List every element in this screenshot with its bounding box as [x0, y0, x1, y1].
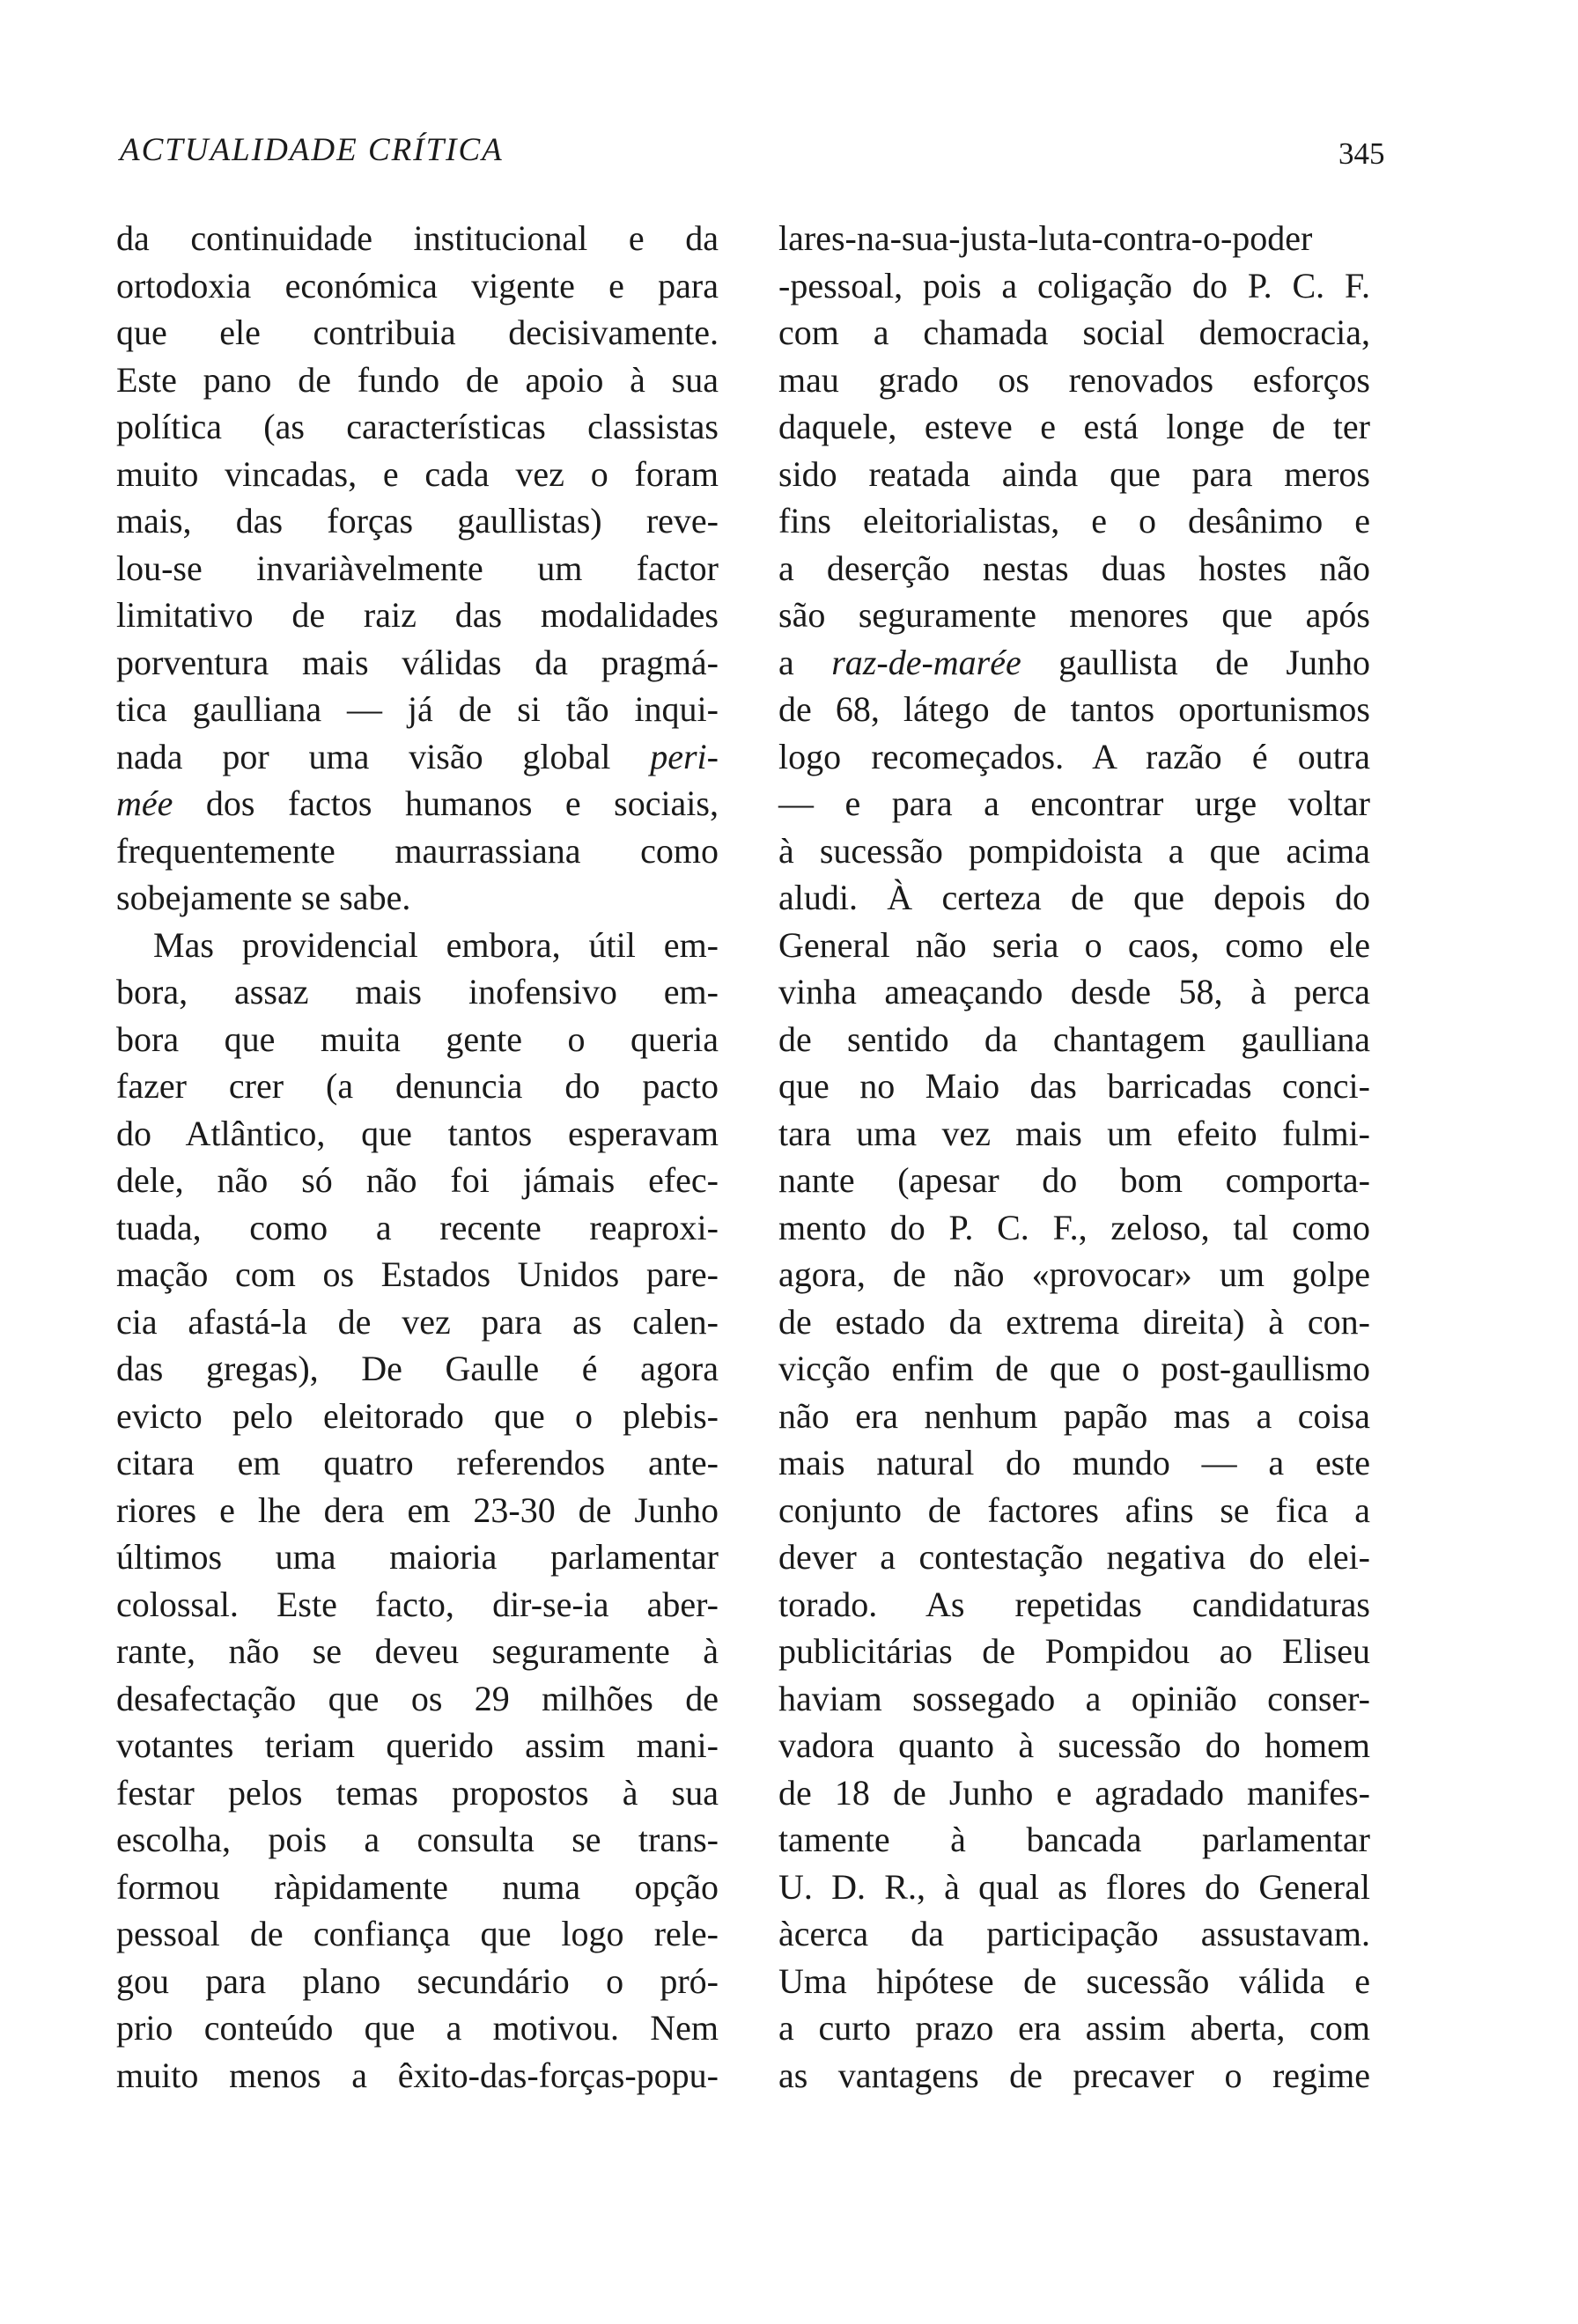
text-run: ortodoxia económica vigente e para [116, 265, 719, 305]
text-run: nada por uma visão global [116, 736, 651, 776]
page-number: 345 [1338, 136, 1385, 171]
text-line [778, 1110, 1370, 1158]
text-run: as vantagens de precaver o regime [778, 2055, 1370, 2095]
text-run: vadora quanto à sucessão do homem [778, 1725, 1370, 1765]
text-run: dele, não só não foi jámais efec- [116, 1160, 719, 1200]
text-run: limitativo de raiz das modalidades [116, 595, 719, 635]
text-line [116, 1204, 719, 1252]
text-line [116, 874, 719, 922]
text-line [778, 922, 1370, 969]
text-run: de 18 de Junho e agradado manifes- [778, 1772, 1370, 1813]
text-line [116, 1298, 719, 1346]
text-run: -pessoal, pois a coligação do P. C. F. [778, 265, 1370, 305]
text-run: que no Maio das barricadas conci- [778, 1066, 1370, 1106]
text-line [778, 403, 1370, 451]
text-line [778, 827, 1370, 875]
text-line [116, 451, 719, 498]
text-run: Uma hipótese de sucessão válida e [778, 1960, 1370, 2001]
text-run: daquele, esteve e está longe de ter [778, 407, 1370, 446]
text-run: últimos uma maioria parlamentar [116, 1537, 719, 1577]
text-line [116, 827, 719, 875]
text-run: muito menos a êxito-das-forças-popu- [116, 2055, 719, 2095]
text-line [116, 2004, 719, 2052]
text-run: aludi. À certeza de que depois do [778, 878, 1370, 917]
running-title: ACTUALIDADE CRÍTICA [120, 132, 504, 168]
text-run: com a chamada social democracia, [778, 313, 1370, 352]
text-line [778, 1016, 1370, 1063]
text-run: não era nenhum papão mas a coisa [778, 1395, 1370, 1436]
text-run: rante, não se deveu seguramente à [116, 1631, 719, 1671]
text-line [778, 1581, 1370, 1629]
text-run: mais natural do mundo — a este [778, 1443, 1370, 1482]
text-run: fins eleitorialistas, e o desânimo e [778, 501, 1370, 541]
text-line [116, 357, 719, 404]
italic-phrase: peri- [650, 736, 719, 776]
text-line [778, 1063, 1370, 1110]
text-line [778, 262, 1370, 310]
text-line [778, 1345, 1370, 1393]
text-run: a [778, 642, 832, 682]
text-run: escolha, pois a consulta se trans- [116, 1820, 719, 1859]
text-run: nante (apesar do bom comporta- [778, 1160, 1370, 1200]
text-line [116, 1487, 719, 1534]
text-run: tuada, como a recente reaproxi- [116, 1207, 719, 1247]
text-line [778, 497, 1370, 545]
text-run: de estado da extrema direita) à con- [778, 1301, 1370, 1342]
text-line [116, 1533, 719, 1581]
text-line [778, 1769, 1370, 1817]
text-run: tica gaulliana — já de si tão inqui- [116, 689, 719, 729]
text-line [116, 780, 719, 827]
text-run: vicção enfim de que o post-gaullismo [778, 1349, 1370, 1388]
text-line [116, 1910, 719, 1958]
text-run: bora, assaz mais inofensivo em- [116, 972, 719, 1011]
text-run: evicto pelo eleitorado que o plebis- [116, 1395, 719, 1436]
text-run: mau grado os renovados esforços [778, 359, 1370, 400]
text-line [116, 215, 719, 262]
text-line [778, 545, 1370, 592]
text-run: — e para a encontrar urge voltar [778, 783, 1370, 823]
text-line [116, 922, 719, 969]
text-line [116, 686, 719, 733]
text-line [778, 1675, 1370, 1723]
text-run: dever a contestação negativa do elei- [778, 1537, 1370, 1577]
text-line [778, 1816, 1370, 1864]
text-run: política (as características classistas [116, 407, 719, 446]
left-column [116, 215, 719, 2099]
text-run: a deserção nestas duas hostes não [778, 548, 1370, 588]
text-run: de sentido da chantagem gaulliana [778, 1019, 1370, 1059]
text-run: citara em quatro referendos ante- [116, 1443, 719, 1482]
text-run: porventura mais válidas da pragmá- [116, 642, 719, 682]
text-line [778, 1251, 1370, 1298]
text-run: sido reatada ainda que para meros [778, 453, 1370, 494]
text-run: agora, de não «provocar» um golpe [778, 1254, 1370, 1294]
text-run: do Atlântico, que tantos esperavam [116, 1113, 719, 1153]
text-run: lou-se invariàvelmente um factor [116, 548, 719, 588]
text-line [116, 1816, 719, 1864]
text-run: à sucessão pompidoista a que acima [778, 830, 1370, 871]
text-run: de 68, látego de tantos oportunismos [778, 689, 1370, 729]
text-run: que ele contribuia decisivamente. [116, 313, 719, 352]
text-run: publicitárias de Pompidou ao Eliseu [778, 1631, 1370, 1671]
text-run: das gregas), De Gaulle é agora [116, 1349, 719, 1388]
text-line [778, 1204, 1370, 1252]
text-run: logo recomeçados. A razão é outra [778, 736, 1370, 776]
text-line [778, 2052, 1370, 2100]
text-run: muito vincadas, e cada vez o foram [116, 453, 719, 494]
text-line [778, 1439, 1370, 1487]
text-line [116, 968, 719, 1016]
text-run: gou para plano secundário o pró- [116, 1960, 719, 2001]
text-run: lares-na-sua-justa-luta-contra-o-poder [778, 218, 1313, 258]
text-line [778, 451, 1370, 498]
text-line [116, 1251, 719, 1298]
text-line [116, 1581, 719, 1629]
text-line [116, 733, 719, 781]
text-line [116, 592, 719, 639]
text-run: tara uma vez mais um efeito fulmi- [778, 1113, 1370, 1153]
text-line [778, 1393, 1370, 1440]
text-line [778, 592, 1370, 639]
text-line [116, 497, 719, 545]
text-line [778, 215, 1370, 262]
text-run: riores e lhe dera em 23-30 de Junho [116, 1489, 719, 1530]
text-line [778, 1722, 1370, 1769]
text-line [116, 262, 719, 310]
text-run: prio conteúdo que a motivou. Nem [116, 2008, 719, 2048]
text-line [116, 1722, 719, 1769]
text-run: gaullista de Junho [1021, 642, 1370, 682]
text-run: bora que muita gente o queria [116, 1019, 719, 1059]
text-line [116, 545, 719, 592]
text-line [116, 2052, 719, 2100]
text-run: da continuidade institucional e da [116, 218, 719, 258]
text-line [116, 1393, 719, 1440]
text-run: fazer crer (a denuncia do pacto [116, 1066, 719, 1106]
text-line [778, 733, 1370, 781]
text-line [778, 1958, 1370, 2005]
text-run: frequentemente maurrassiana como [116, 830, 719, 871]
text-line [116, 1864, 719, 1911]
text-run: torado. As repetidas candidaturas [778, 1584, 1370, 1624]
text-line [778, 780, 1370, 827]
text-line [778, 1533, 1370, 1581]
text-line [116, 403, 719, 451]
text-line [778, 874, 1370, 922]
text-line [116, 1016, 719, 1063]
text-line [778, 1864, 1370, 1911]
text-run: àcerca da participação assustavam. [778, 1914, 1370, 1953]
text-line [116, 1110, 719, 1158]
text-line [778, 309, 1370, 357]
text-line [116, 1769, 719, 1817]
text-run: dos factos humanos e sociais, [173, 783, 719, 823]
text-line [778, 686, 1370, 733]
text-line [778, 357, 1370, 404]
text-line [778, 639, 1370, 687]
text-line [778, 968, 1370, 1016]
text-run: votantes teriam querido assim mani- [116, 1725, 719, 1765]
text-run: colossal. Este facto, dir-se-ia aber- [116, 1584, 719, 1624]
text-run: haviam sossegado a opinião conser- [778, 1678, 1370, 1718]
text-run: formou ràpidamente numa opção [116, 1866, 719, 1907]
text-run: U. D. R., à qual as flores do General [778, 1866, 1370, 1907]
text-line [778, 1628, 1370, 1675]
text-line [778, 1157, 1370, 1204]
text-line [116, 1675, 719, 1723]
text-run: desafectação que os 29 milhões de [116, 1678, 719, 1718]
text-run: mais, das forças gaullistas) reve- [116, 501, 719, 541]
right-column [778, 215, 1370, 2099]
text-run: são seguramente menores que após [778, 595, 1370, 635]
italic-phrase: mée [116, 783, 173, 823]
text-run: sobejamente se sabe. [116, 878, 411, 917]
text-line [778, 1298, 1370, 1346]
text-line [778, 2004, 1370, 2052]
text-run: General não seria o caos, como ele [778, 924, 1370, 965]
text-line [778, 1487, 1370, 1534]
text-run: pessoal de confiança que logo rele- [116, 1914, 719, 1953]
text-run: Mas providencial embora, útil em- [153, 924, 719, 965]
italic-phrase: raz-de-marée [831, 642, 1021, 682]
text-line [116, 309, 719, 357]
text-line [116, 639, 719, 687]
text-run: conjunto de factores afins se fica a [778, 1489, 1370, 1530]
text-line [116, 1063, 719, 1110]
text-run: mação com os Estados Unidos pare- [116, 1254, 719, 1294]
text-run: mento do P. C. F., zeloso, tal como [778, 1207, 1370, 1247]
text-run: Este pano de fundo de apoio à sua [116, 359, 719, 400]
text-line [778, 1910, 1370, 1958]
text-run: tamente à bancada parlamentar [778, 1820, 1370, 1859]
text-run: a curto prazo era assim aberta, com [778, 2008, 1370, 2048]
text-line [116, 1958, 719, 2005]
text-line [116, 1345, 719, 1393]
text-run: cia afastá-la de vez para as calen- [116, 1301, 719, 1342]
text-line [116, 1157, 719, 1204]
text-run: festar pelos temas propostos à sua [116, 1772, 719, 1813]
text-line [116, 1628, 719, 1675]
text-run: vinha ameaçando desde 58, à perca [778, 972, 1370, 1011]
text-line [116, 1439, 719, 1487]
